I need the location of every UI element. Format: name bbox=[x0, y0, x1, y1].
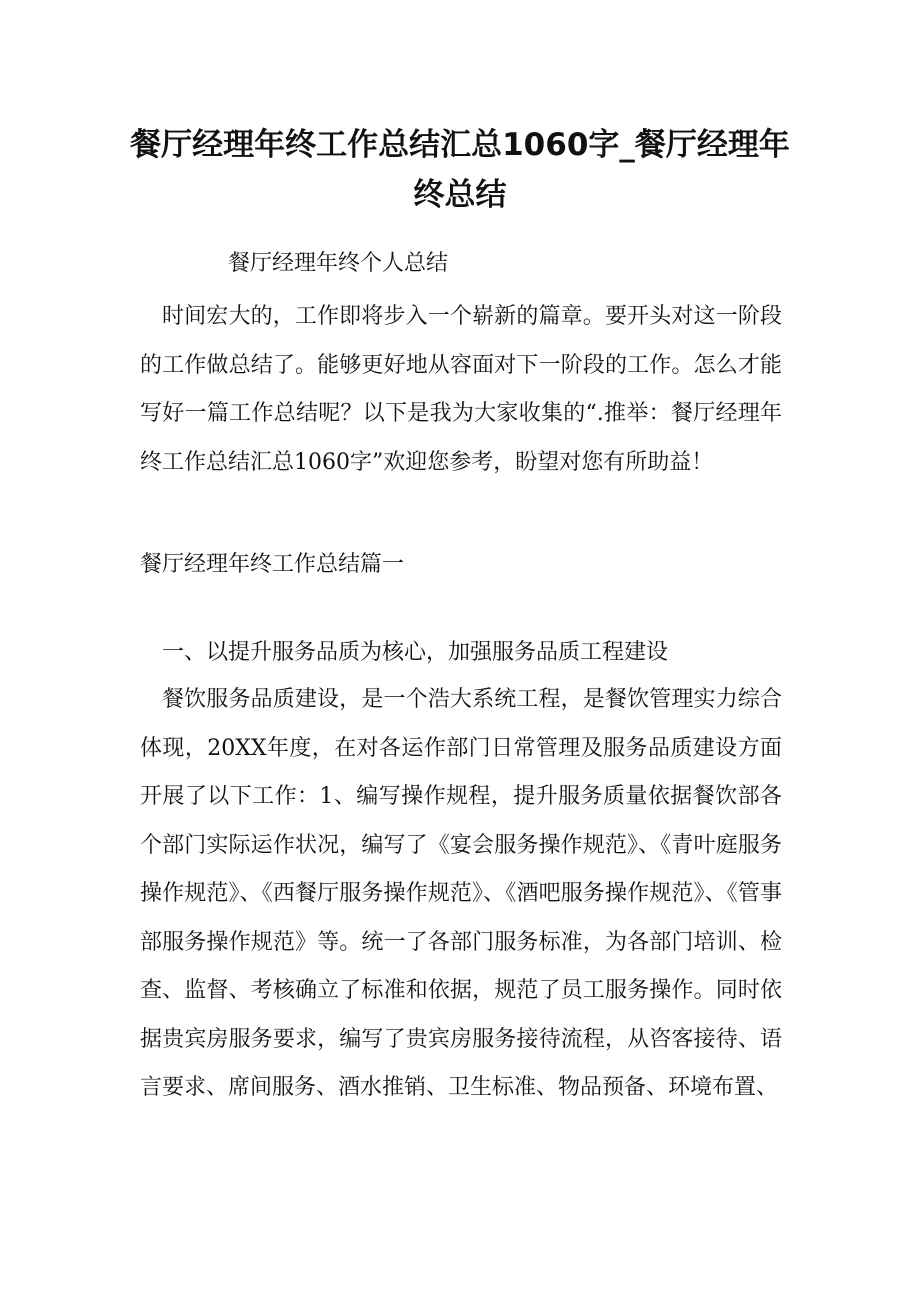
document-title: 餐厅经理年终工作总结汇总1060字_餐厅经理年终总结 bbox=[130, 127, 790, 213]
item-heading: 一、以提升服务品质为核心，加强服务品质工程建设 bbox=[162, 640, 669, 665]
section-heading: 餐厅经理年终工作总结篇一 bbox=[140, 552, 405, 577]
section-body-paragraph: 餐饮服务品质建设，是一个浩大系统工程，是餐饮管理实力综合体现，20XX年度，在对各运作部门日常管理及服务品质建设方面开展了以下工作：1、编写操作规程，提升服务质量依据餐饮部各个部门实际运作状况，编写了《宴会服务操作规范》、《青叶庭服务操作规范》、《西餐厅服务操作规范》、《酒吧服务操作规范》、《管事部服务操作规范》等。统一了各部门服务标准，为各部门培训、检查、监督、考核确立了标准和依据，规范了员工服务操作。同时依据贵宾房服务要求，编写了贵宾房服务接待流程，从咨客接待、语言要求、席间服务、酒水推销、卫生标准、物品预备、环境布置、 bbox=[140, 687, 782, 1100]
intro-paragraph: 时间宏大的，工作即将步入一个崭新的篇章。要开头对这一阶段的工作做总结了。能够更好地从容面对下一阶段的工作。怎么才能写好一篇工作总结呢？以下是我为大家收集的“.推举：餐厅经理年终工作总结汇总1060字”欢迎您参考，盼望对您有所助益！ bbox=[140, 304, 782, 475]
document-subtitle: 餐厅经理年终个人总结 bbox=[228, 251, 449, 276]
